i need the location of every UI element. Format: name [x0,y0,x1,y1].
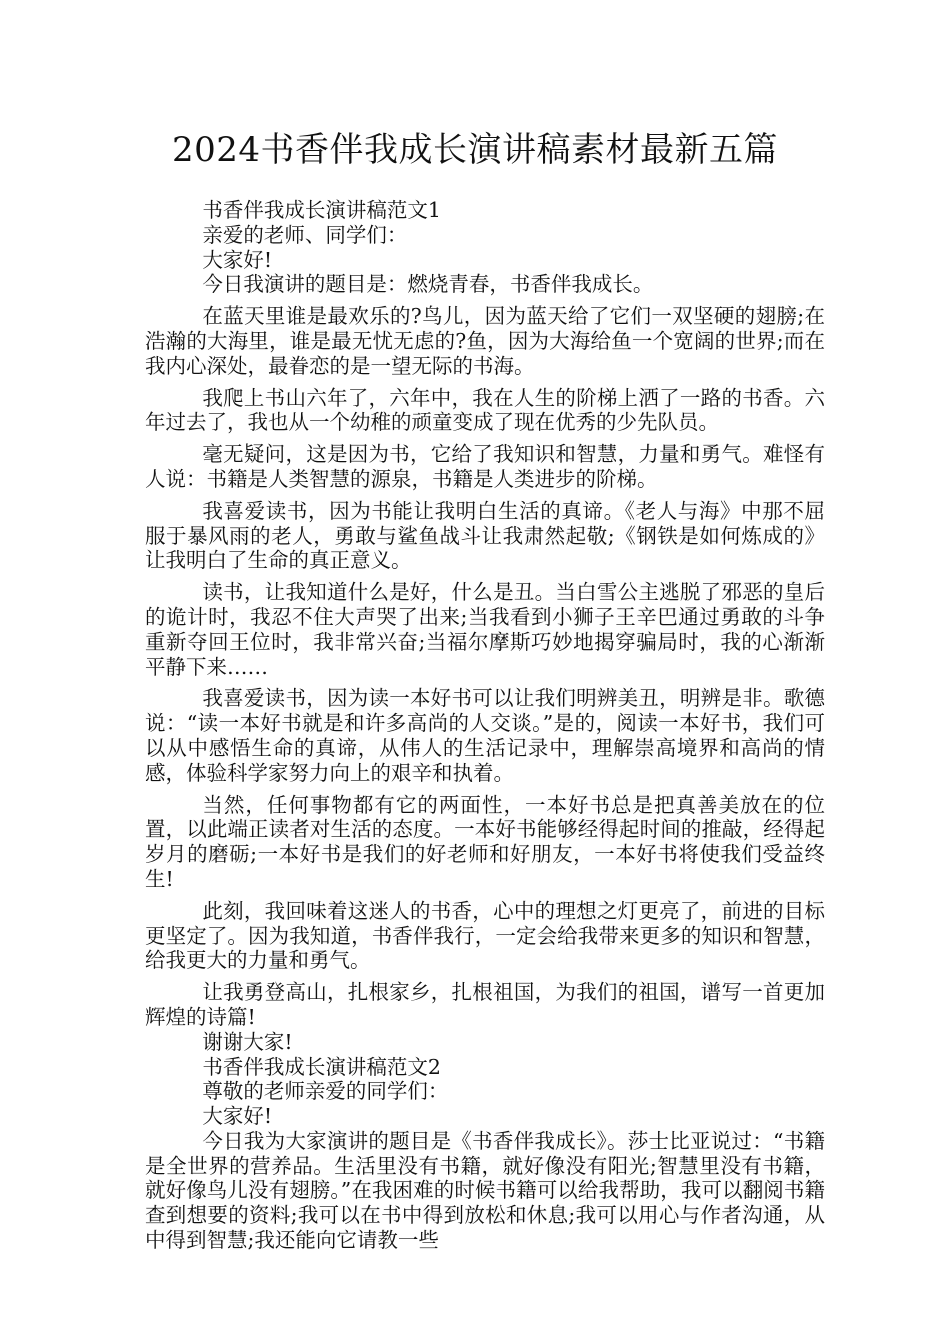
paragraph: 在蓝天里谁是最欢乐的?鸟儿，因为蓝天给了它们一双坚硬的翅膀;在浩瀚的大海里，谁是最无忧无虑的?鱼，因为大海给鱼一个宽阔的世界;而在我内心深处，最眷恋的是一望无际的书海。 [145,304,825,378]
paragraph: 书香伴我成长演讲稿范文1 [202,198,441,222]
paragraph: 我喜爱读书，因为读一本好书可以让我们明辨美丑，明辨是非。歌德说：“读一本好书就是和许多高尚的人交谈。”是的，阅读一本好书，我们可以从中感悟生命的真谛，从伟人的生活记录中，理解崇高境界和高尚的情感，体验科学家努力向上的艰辛和执着。 [145,686,825,785]
document-title: 2024书香伴我成长演讲稿素材最新五篇 [171,130,779,170]
document-body [145,198,825,1253]
paragraph: 我爬上书山六年了，六年中，我在人生的阶梯上洒了一路的书香。六年过去了，我也从一个幼稚的顽童变成了现在优秀的少先队员。 [145,385,825,435]
paragraph: 今日我为大家演讲的题目是《书香伴我成长》。莎士比亚说过：“书籍是全世界的营养品。生活里没有书籍，就好像没有阳光;智慧里没有书籍，就好像鸟儿没有翅膀。”在我困难的时候书籍可以给我帮助，我可以翻阅书籍查到想要的资料;我可以在书中得到放松和休息;我可以用心与作者沟通，从中得到智慧;我还能向它请教一些 [145,1128,825,1253]
paragraph: 大家好! [202,1104,273,1129]
paragraph: 亲爱的老师、同学们： [202,222,408,247]
paragraph: 当然，任何事物都有它的两面性，一本好书总是把真善美放在的位置，以此端正读者对生活的态度。一本好书能够经得起时间的推敲，经得起岁月的磨砺;一本好书是我们的好老师和好朋友，一本好书将使我们受益终生! [145,792,825,891]
paragraph: 谢谢大家! [202,1029,293,1054]
paragraph: 此刻，我回味着这迷人的书香，心中的理想之灯更亮了，前进的目标更坚定了。因为我知道，书香伴我行，一定会给我带来更多的知识和智慧，给我更大的力量和勇气。 [145,898,825,973]
paragraph: 大家好! [202,247,273,272]
paragraph: 毫无疑问，这是因为书，它给了我知识和智慧，力量和勇气。难怪有人说：书籍是人类智慧的源泉，书籍是人类进步的阶梯。 [145,442,825,491]
paragraph: 读书，让我知道什么是好，什么是丑。当白雪公主逃脱了邪恶的皇后的诡计时，我忍不住大声哭了出来;当我看到小狮子王辛巴通过勇敢的斗争重新夺回王位时，我非常兴奋;当福尔摩斯巧妙地揭穿骗局时，我的心渐渐平静下来…… [145,580,825,679]
paragraph: 书香伴我成长演讲稿范文2 [202,1054,441,1079]
paragraph: 让我勇登高山，扎根家乡，扎根祖国，为我们的祖国，谱写一首更加辉煌的诗篇! [145,980,825,1029]
paragraph: 今日我演讲的题目是：燃烧青春，书香伴我成长。 [202,272,654,297]
paragraph: 我喜爱读书，因为书能让我明白生活的真谛。《老人与海》中那不屈服于暴风雨的老人，勇敢与鲨鱼战斗让我肃然起敬;《钢铁是如何炼成的》让我明白了生命的真正意义。 [145,498,825,573]
paragraph: 尊敬的老师亲爱的同学们： [202,1079,449,1104]
